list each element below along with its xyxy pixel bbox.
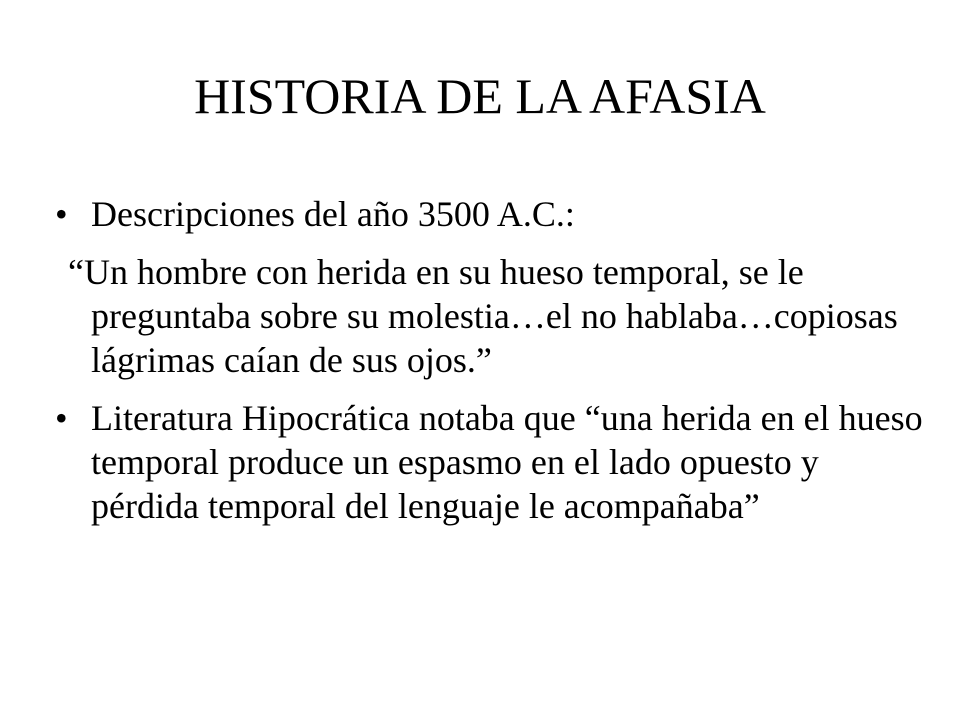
- bullet-text: Descripciones del año 3500 A.C.:: [91, 194, 575, 234]
- bullet-icon: •: [55, 398, 68, 438]
- slide-title: HISTORIA DE LA AFASIA: [194, 68, 766, 124]
- slide-body: [55, 192, 925, 542]
- bullet-text: Literatura Hipocrática notaba que “una herida en el hueso temporal produce un espasmo en el lado opuesto y pérdida temporal del lenguaje le acompañaba”: [91, 398, 923, 526]
- bullet-icon: •: [55, 194, 68, 234]
- bullet-item-hippocratic: [55, 396, 925, 528]
- quote-paragraph: “Un hombre con herida en su hueso temporal, se le preguntaba sobre su molestia…el no hablaba…copiosas lágrimas caían de sus ojos.”: [68, 252, 898, 380]
- bullet-item-descriptions: [55, 192, 925, 236]
